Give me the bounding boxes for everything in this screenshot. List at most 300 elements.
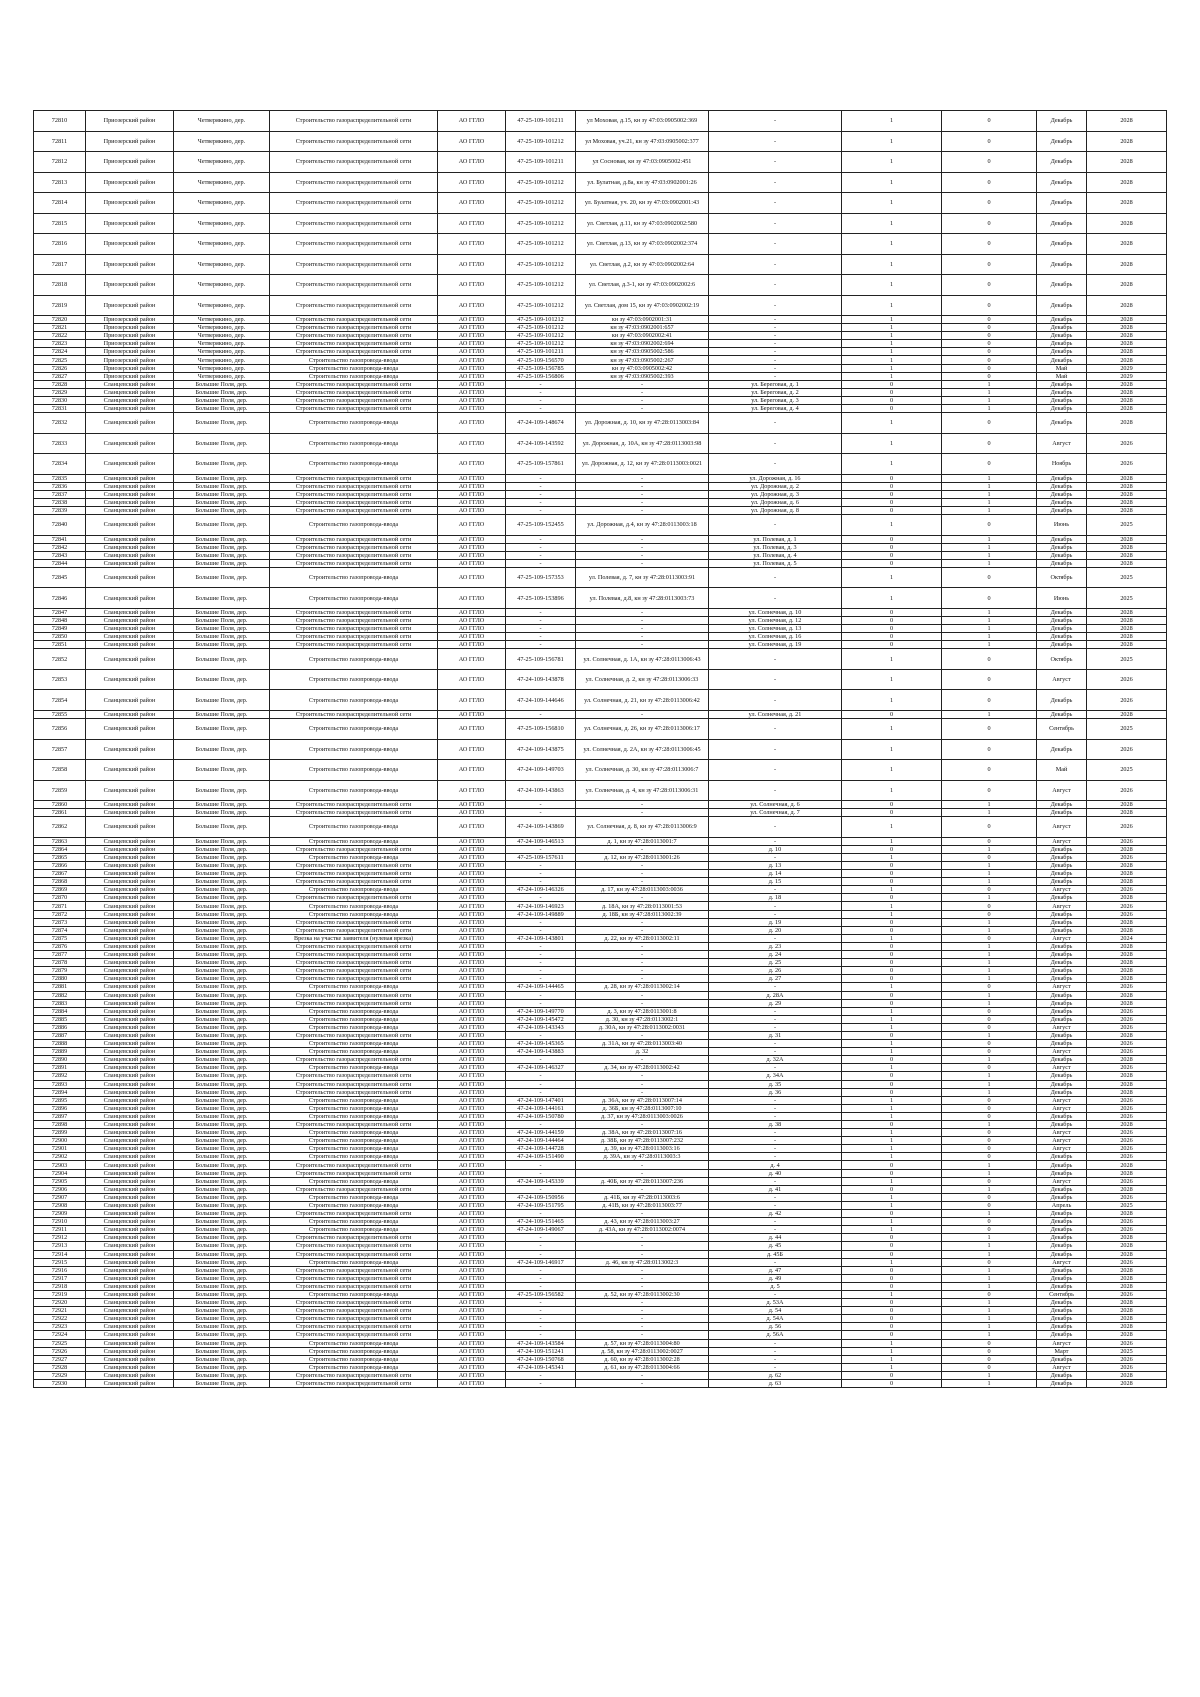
cell-count-entry: 1	[842, 433, 942, 454]
cell-application-number: 47-24-109-148674	[506, 413, 576, 434]
cell-organization: АО ГГЛО	[438, 1266, 506, 1274]
cell-network-address: -	[709, 1048, 842, 1056]
cell-land-plot-address: кн зу 47:03:0905002:42	[576, 364, 709, 372]
cell-settlement: Большие Поля, дер.	[174, 1347, 270, 1355]
cell-completion-month: Декабрь	[1037, 1323, 1087, 1331]
cell-settlement: Большие Поля, дер.	[174, 1096, 270, 1104]
cell-count-network: 1	[942, 845, 1037, 853]
cell-work-type: Строительство газораспределительной сети	[270, 625, 438, 633]
cell-land-plot-address: -	[576, 551, 709, 559]
table-row	[34, 356, 1167, 364]
cell-land-plot-address: -	[576, 608, 709, 616]
cell-completion-month: Декабрь	[1037, 1226, 1087, 1234]
table-row	[34, 1161, 1167, 1169]
cell-organization: АО ГГЛО	[438, 1185, 506, 1193]
cell-work-type: Строительство газораспределительной сети	[270, 862, 438, 870]
cell-count-entry: 0	[842, 641, 942, 649]
cell-land-plot-address: ул. Светлая, д.3-1, кн зу 47:03:0902002:6	[576, 275, 709, 296]
cell-organization: АО ГГЛО	[438, 364, 506, 372]
cell-count-entry: 1	[842, 1104, 942, 1112]
cell-row-number: 72894	[34, 1088, 86, 1096]
cell-completion-year: 2025	[1087, 760, 1167, 781]
cell-land-plot-address: д. 40Б, кн зу 47:28:0113007:236	[576, 1177, 709, 1185]
cell-count-entry: 0	[842, 1072, 942, 1080]
cell-count-entry: 0	[842, 1274, 942, 1282]
cell-work-type: Строительство газораспределительной сети	[270, 332, 438, 340]
cell-district: Сланцевский район	[86, 1331, 174, 1339]
cell-application-number: -	[506, 405, 576, 413]
cell-row-number: 72835	[34, 474, 86, 482]
cell-completion-year: 2026	[1087, 983, 1167, 991]
cell-organization: АО ГГЛО	[438, 1226, 506, 1234]
cell-application-number: 47-25-109-101211	[506, 348, 576, 356]
cell-work-type: Строительство газопровода-ввода	[270, 515, 438, 536]
cell-count-network: 0	[942, 1040, 1037, 1048]
cell-count-entry: 1	[842, 1201, 942, 1209]
cell-district: Сланцевский район	[86, 1185, 174, 1193]
cell-application-number: -	[506, 1088, 576, 1096]
table-row	[34, 1129, 1167, 1137]
table-row	[34, 1007, 1167, 1015]
cell-network-address: ул. Береговая, д. 2	[709, 388, 842, 396]
cell-network-address: ул. Солнечная, д. 21	[709, 710, 842, 718]
cell-land-plot-address: -	[576, 1266, 709, 1274]
cell-settlement: Четверякино, дер.	[174, 316, 270, 324]
cell-land-plot-address: -	[576, 1371, 709, 1379]
cell-completion-year: 2028	[1087, 152, 1167, 173]
cell-district: Сланцевский район	[86, 1234, 174, 1242]
cell-organization: АО ГГЛО	[438, 490, 506, 498]
cell-completion-month: Август	[1037, 1023, 1087, 1031]
cell-row-number: 72896	[34, 1104, 86, 1112]
cell-settlement: Большие Поля, дер.	[174, 910, 270, 918]
cell-application-number: -	[506, 498, 576, 506]
cell-row-number: 72824	[34, 348, 86, 356]
cell-application-number: -	[506, 710, 576, 718]
cell-settlement: Большие Поля, дер.	[174, 918, 270, 926]
table-row	[34, 1088, 1167, 1096]
cell-settlement: Большие Поля, дер.	[174, 1282, 270, 1290]
cell-organization: АО ГГЛО	[438, 1290, 506, 1298]
table-row	[34, 633, 1167, 641]
cell-work-type: Строительство газораспределительной сети	[270, 234, 438, 255]
cell-row-number: 72899	[34, 1129, 86, 1137]
cell-land-plot-address: -	[576, 1210, 709, 1218]
cell-count-entry: 1	[842, 1290, 942, 1298]
cell-completion-year: 2028	[1087, 1185, 1167, 1193]
cell-count-network: 0	[942, 234, 1037, 255]
cell-organization: АО ГГЛО	[438, 1315, 506, 1323]
table-row	[34, 1193, 1167, 1201]
cell-district: Сланцевский район	[86, 1315, 174, 1323]
table-row	[34, 801, 1167, 809]
cell-row-number: 72908	[34, 1201, 86, 1209]
cell-count-entry: 1	[842, 719, 942, 740]
table-row	[34, 316, 1167, 324]
cell-network-address: ул. Береговая, д. 1	[709, 380, 842, 388]
cell-completion-year: 2026	[1087, 1137, 1167, 1145]
cell-work-type: Строительство газопровода-ввода	[270, 1040, 438, 1048]
cell-completion-month: Декабрь	[1037, 617, 1087, 625]
cell-count-entry: 1	[842, 1355, 942, 1363]
cell-count-network: 1	[942, 507, 1037, 515]
cell-completion-month: Декабрь	[1037, 1355, 1087, 1363]
cell-work-type: Строительство газораспределительной сети	[270, 1315, 438, 1323]
cell-count-entry: 0	[842, 1299, 942, 1307]
table-row	[34, 543, 1167, 551]
cell-district: Сланцевский район	[86, 380, 174, 388]
cell-count-entry: 1	[842, 1363, 942, 1371]
cell-work-type: Строительство газораспределительной сети	[270, 1371, 438, 1379]
cell-completion-month: Декабрь	[1037, 809, 1087, 817]
cell-count-entry: 1	[842, 1015, 942, 1023]
cell-count-entry: 1	[842, 295, 942, 316]
cell-row-number: 72869	[34, 886, 86, 894]
cell-completion-year: 2026	[1087, 1258, 1167, 1266]
cell-settlement: Большие Поля, дер.	[174, 1153, 270, 1161]
cell-organization: АО ГГЛО	[438, 356, 506, 364]
cell-organization: АО ГГЛО	[438, 131, 506, 152]
table-row	[34, 894, 1167, 902]
cell-settlement: Большие Поля, дер.	[174, 1193, 270, 1201]
cell-network-address: д. 45	[709, 1242, 842, 1250]
cell-organization: АО ГГЛО	[438, 983, 506, 991]
cell-count-network: 0	[942, 690, 1037, 711]
cell-settlement: Большие Поля, дер.	[174, 1371, 270, 1379]
cell-completion-year: 2028	[1087, 1056, 1167, 1064]
table-row	[34, 710, 1167, 718]
cell-network-address: д. 20	[709, 926, 842, 934]
cell-district: Сланцевский район	[86, 878, 174, 886]
cell-network-address: -	[709, 433, 842, 454]
table-row	[34, 1201, 1167, 1209]
cell-organization: АО ГГЛО	[438, 1258, 506, 1266]
cell-application-number: -	[506, 1307, 576, 1315]
cell-network-address: д. 25	[709, 959, 842, 967]
table-row	[34, 878, 1167, 886]
cell-count-network: 0	[942, 886, 1037, 894]
cell-count-entry: 1	[842, 588, 942, 609]
cell-network-address: -	[709, 413, 842, 434]
cell-work-type: Строительство газораспределительной сети	[270, 380, 438, 388]
cell-network-address: -	[709, 111, 842, 132]
cell-settlement: Большие Поля, дер.	[174, 719, 270, 740]
cell-organization: АО ГГЛО	[438, 380, 506, 388]
cell-organization: АО ГГЛО	[438, 1307, 506, 1315]
cell-network-address: д. 27	[709, 975, 842, 983]
cell-settlement: Большие Поля, дер.	[174, 1234, 270, 1242]
cell-organization: АО ГГЛО	[438, 837, 506, 845]
cell-count-network: 1	[942, 474, 1037, 482]
cell-district: Сланцевский район	[86, 649, 174, 670]
cell-organization: АО ГГЛО	[438, 918, 506, 926]
cell-network-address: ул. Солнечная, д. 16	[709, 633, 842, 641]
cell-land-plot-address: ул. Солнечная, д. 26, кн зу 47:28:0113006:17	[576, 719, 709, 740]
table-row	[34, 669, 1167, 690]
cell-district: Сланцевский район	[86, 845, 174, 853]
cell-count-entry: 0	[842, 878, 942, 886]
cell-network-address: д. 34А	[709, 1072, 842, 1080]
cell-completion-year: 2028	[1087, 193, 1167, 214]
cell-completion-month: Декабрь	[1037, 295, 1087, 316]
cell-completion-year: 2026	[1087, 1153, 1167, 1161]
cell-network-address: д. 63	[709, 1380, 842, 1388]
cell-settlement: Большие Поля, дер.	[174, 1161, 270, 1169]
cell-row-number: 72844	[34, 559, 86, 567]
table-row	[34, 507, 1167, 515]
cell-completion-month: Декабрь	[1037, 1040, 1087, 1048]
table-row	[34, 1226, 1167, 1234]
cell-settlement: Большие Поля, дер.	[174, 1112, 270, 1120]
cell-organization: АО ГГЛО	[438, 1242, 506, 1250]
cell-count-network: 0	[942, 760, 1037, 781]
cell-count-network: 1	[942, 862, 1037, 870]
cell-district: Сланцевский район	[86, 719, 174, 740]
cell-count-network: 0	[942, 1129, 1037, 1137]
cell-row-number: 72856	[34, 719, 86, 740]
cell-settlement: Большие Поля, дер.	[174, 1323, 270, 1331]
cell-application-number: -	[506, 878, 576, 886]
cell-count-network: 0	[942, 348, 1037, 356]
table-row	[34, 641, 1167, 649]
cell-land-plot-address: ул. Светлая, д.13, кн зу 47:03:0902002:374	[576, 234, 709, 255]
cell-count-network: 1	[942, 878, 1037, 886]
cell-application-number: -	[506, 396, 576, 404]
cell-organization: АО ГГЛО	[438, 1210, 506, 1218]
cell-district: Сланцевский район	[86, 1266, 174, 1274]
cell-organization: АО ГГЛО	[438, 1040, 506, 1048]
cell-application-number: -	[506, 633, 576, 641]
cell-organization: АО ГГЛО	[438, 234, 506, 255]
cell-settlement: Большие Поля, дер.	[174, 1080, 270, 1088]
cell-organization: АО ГГЛО	[438, 878, 506, 886]
cell-district: Сланцевский район	[86, 1218, 174, 1226]
cell-district: Сланцевский район	[86, 413, 174, 434]
cell-count-network: 0	[942, 1007, 1037, 1015]
cell-row-number: 72913	[34, 1242, 86, 1250]
cell-completion-month: Декабрь	[1037, 340, 1087, 348]
cell-network-address: д. 54А	[709, 1315, 842, 1323]
cell-work-type: Строительство газораспределительной сети	[270, 1121, 438, 1129]
cell-count-network: 1	[942, 870, 1037, 878]
table-row	[34, 515, 1167, 536]
cell-completion-year: 2028	[1087, 1250, 1167, 1258]
cell-count-network: 1	[942, 498, 1037, 506]
cell-organization: АО ГГЛО	[438, 886, 506, 894]
cell-application-number: 47-25-109-101212	[506, 131, 576, 152]
cell-count-network: 1	[942, 1282, 1037, 1290]
cell-organization: АО ГГЛО	[438, 1218, 506, 1226]
cell-count-network: 0	[942, 649, 1037, 670]
cell-organization: АО ГГЛО	[438, 690, 506, 711]
cell-district: Сланцевский район	[86, 433, 174, 454]
cell-completion-year: 2026	[1087, 1290, 1167, 1298]
cell-settlement: Большие Поля, дер.	[174, 1363, 270, 1371]
cell-network-address: д. 18	[709, 894, 842, 902]
cell-completion-year: 2026	[1087, 817, 1167, 838]
cell-settlement: Большие Поля, дер.	[174, 567, 270, 588]
cell-land-plot-address: ул. Светлая, дом 15, кн зу 47:03:0902002:19	[576, 295, 709, 316]
cell-land-plot-address: кн зу 47:03:0905002:393	[576, 372, 709, 380]
cell-network-address: -	[709, 853, 842, 861]
cell-completion-year: 2026	[1087, 1355, 1167, 1363]
cell-completion-year: 2024	[1087, 934, 1167, 942]
cell-completion-month: Август	[1037, 983, 1087, 991]
cell-district: Сланцевский район	[86, 975, 174, 983]
cell-settlement: Большие Поля, дер.	[174, 942, 270, 950]
cell-completion-year: 2026	[1087, 1193, 1167, 1201]
cell-organization: АО ГГЛО	[438, 959, 506, 967]
cell-count-entry: 0	[842, 894, 942, 902]
cell-count-network: 0	[942, 817, 1037, 838]
cell-count-network: 0	[942, 1023, 1037, 1031]
cell-completion-year: 2028	[1087, 396, 1167, 404]
cell-row-number: 72905	[34, 1177, 86, 1185]
cell-network-address: ул. Солнечная, д. 10	[709, 608, 842, 616]
cell-application-number: 47-24-109-149067	[506, 1226, 576, 1234]
cell-count-entry: 1	[842, 213, 942, 234]
cell-district: Сланцевский район	[86, 535, 174, 543]
cell-completion-month: Декабрь	[1037, 1371, 1087, 1379]
cell-district: Сланцевский район	[86, 559, 174, 567]
cell-settlement: Большие Поля, дер.	[174, 983, 270, 991]
cell-settlement: Большие Поля, дер.	[174, 625, 270, 633]
cell-application-number: 47-24-109-146326	[506, 886, 576, 894]
cell-count-network: 1	[942, 1185, 1037, 1193]
cell-count-entry: 0	[842, 551, 942, 559]
cell-district: Сланцевский район	[86, 926, 174, 934]
cell-row-number: 72818	[34, 275, 86, 296]
table-row	[34, 588, 1167, 609]
table-row	[34, 388, 1167, 396]
cell-count-entry: 1	[842, 910, 942, 918]
cell-land-plot-address: кн зу 47:03:0902001:657	[576, 324, 709, 332]
cell-district: Приозерский район	[86, 275, 174, 296]
cell-district: Сланцевский район	[86, 1048, 174, 1056]
cell-row-number: 72841	[34, 535, 86, 543]
cell-row-number: 72887	[34, 1031, 86, 1039]
cell-land-plot-address: -	[576, 1185, 709, 1193]
cell-application-number: -	[506, 999, 576, 1007]
cell-network-address: д. 42	[709, 1210, 842, 1218]
cell-land-plot-address: ул. Солнечная, д. 30, кн зу 47:28:0113006:7	[576, 760, 709, 781]
cell-district: Сланцевский район	[86, 999, 174, 1007]
cell-district: Сланцевский район	[86, 1201, 174, 1209]
table-row	[34, 324, 1167, 332]
table-row	[34, 1242, 1167, 1250]
cell-row-number: 72853	[34, 669, 86, 690]
cell-work-type: Строительство газораспределительной сети	[270, 482, 438, 490]
cell-network-address: -	[709, 1007, 842, 1015]
cell-application-number: 47-25-109-101212	[506, 193, 576, 214]
cell-land-plot-address: -	[576, 845, 709, 853]
cell-district: Сланцевский район	[86, 902, 174, 910]
table-row	[34, 490, 1167, 498]
cell-row-number: 72860	[34, 801, 86, 809]
cell-completion-month: Декабрь	[1037, 474, 1087, 482]
cell-application-number: 47-25-109-157861	[506, 454, 576, 475]
cell-network-address: -	[709, 1258, 842, 1266]
cell-count-entry: 1	[842, 837, 942, 845]
cell-application-number: -	[506, 1331, 576, 1339]
cell-completion-year: 2028	[1087, 551, 1167, 559]
cell-row-number: 72879	[34, 967, 86, 975]
cell-row-number: 72832	[34, 413, 86, 434]
table-row	[34, 234, 1167, 255]
cell-district: Приозерский район	[86, 332, 174, 340]
cell-completion-month: Август	[1037, 837, 1087, 845]
cell-work-type: Строительство газопровода-ввода	[270, 910, 438, 918]
cell-land-plot-address: д. 46, кн зу 47:28:0113002:3	[576, 1258, 709, 1266]
cell-completion-year: 2028	[1087, 641, 1167, 649]
cell-application-number: -	[506, 1371, 576, 1379]
table-row	[34, 1040, 1167, 1048]
cell-row-number: 72855	[34, 710, 86, 718]
cell-network-address: -	[709, 193, 842, 214]
table-row	[34, 845, 1167, 853]
cell-count-network: 1	[942, 1266, 1037, 1274]
cell-land-plot-address: -	[576, 559, 709, 567]
cell-completion-month: Декабрь	[1037, 1056, 1087, 1064]
cell-organization: АО ГГЛО	[438, 254, 506, 275]
cell-land-plot-address: -	[576, 388, 709, 396]
cell-application-number: -	[506, 1080, 576, 1088]
cell-work-type: Строительство газопровода-ввода	[270, 1015, 438, 1023]
cell-count-entry: 1	[842, 1023, 942, 1031]
cell-completion-year: 2028	[1087, 543, 1167, 551]
cell-completion-month: Август	[1037, 902, 1087, 910]
cell-district: Сланцевский район	[86, 567, 174, 588]
cell-land-plot-address: ул. Полевая, д.8, кн зу 47:28:0113003:73	[576, 588, 709, 609]
cell-land-plot-address: ул. Дорожная, д. 10А, кн зу 47:28:0113003:98	[576, 433, 709, 454]
cell-settlement: Большие Поля, дер.	[174, 1250, 270, 1258]
cell-district: Сланцевский район	[86, 1137, 174, 1145]
cell-completion-month: Май	[1037, 364, 1087, 372]
cell-application-number: 47-24-109-146327	[506, 1064, 576, 1072]
cell-organization: АО ГГЛО	[438, 1015, 506, 1023]
cell-completion-month: Август	[1037, 1363, 1087, 1371]
cell-application-number: 47-25-109-101212	[506, 324, 576, 332]
cell-completion-year: 2026	[1087, 454, 1167, 475]
cell-settlement: Большие Поля, дер.	[174, 474, 270, 482]
cell-count-network: 1	[942, 801, 1037, 809]
cell-count-entry: 1	[842, 413, 942, 434]
cell-application-number: -	[506, 388, 576, 396]
cell-district: Сланцевский район	[86, 617, 174, 625]
cell-completion-year: 2026	[1087, 1064, 1167, 1072]
cell-count-entry: 1	[842, 886, 942, 894]
cell-completion-month: Декабрь	[1037, 498, 1087, 506]
cell-completion-month: Август	[1037, 1145, 1087, 1153]
cell-count-network: 1	[942, 380, 1037, 388]
cell-application-number: -	[506, 862, 576, 870]
cell-row-number: 72864	[34, 845, 86, 853]
cell-count-network: 0	[942, 364, 1037, 372]
cell-row-number: 72811	[34, 131, 86, 152]
cell-organization: АО ГГЛО	[438, 454, 506, 475]
table-row	[34, 1371, 1167, 1379]
cell-organization: АО ГГЛО	[438, 845, 506, 853]
cell-land-plot-address: -	[576, 535, 709, 543]
cell-organization: АО ГГЛО	[438, 1299, 506, 1307]
cell-land-plot-address: ул. Солнечная, д. 2А, кн зу 47:28:0113006:45	[576, 739, 709, 760]
cell-completion-year: 2028	[1087, 991, 1167, 999]
cell-land-plot-address: -	[576, 918, 709, 926]
cell-land-plot-address: -	[576, 975, 709, 983]
cell-count-entry: 0	[842, 845, 942, 853]
cell-completion-year: 2026	[1087, 886, 1167, 894]
table-row	[34, 1031, 1167, 1039]
